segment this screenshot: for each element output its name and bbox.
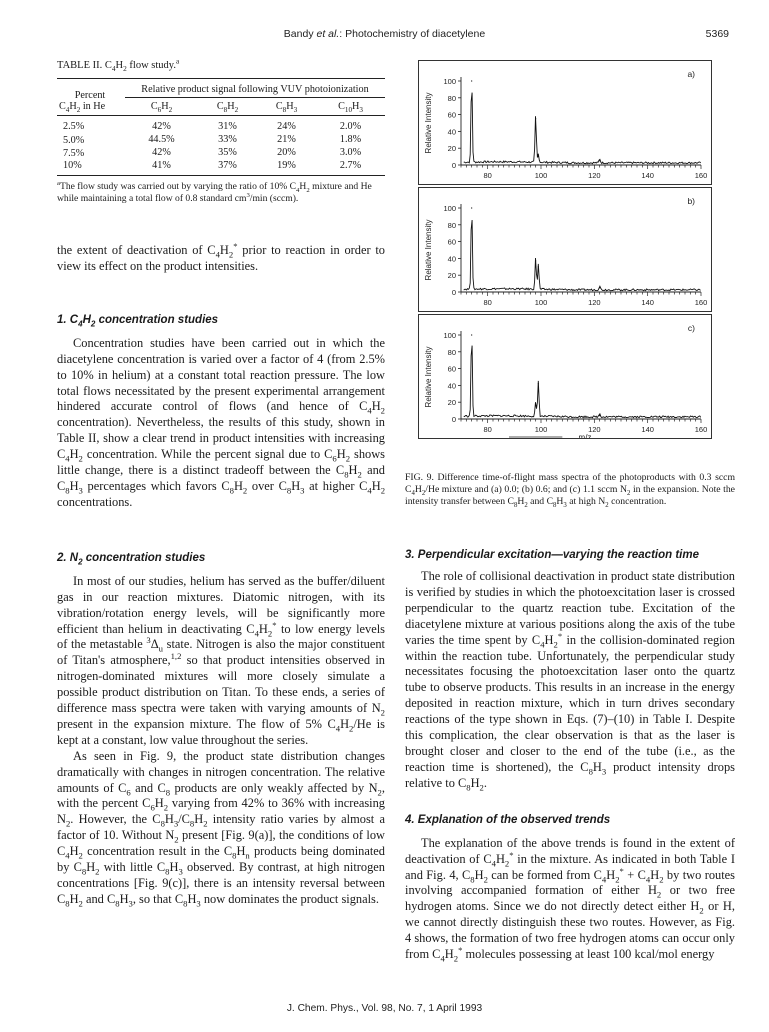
table-cell: 20% [277, 147, 296, 158]
table-cell: 19% [277, 160, 296, 171]
table-footnote: $^a$The flow study was carried out by varying the ratio of 10% $C_4H_2$ mixture and He while maintaining a total flow of 0.8 standard $cm^3/\min$ (sccm). [57, 179, 372, 204]
group-header: Relative product signal following VUV photoionization [141, 84, 369, 95]
table-cell: 31% [218, 121, 237, 132]
y-axis-label: Relative Intensity [424, 346, 433, 408]
y-tick-label: 20 [447, 271, 456, 281]
panel-label: a) [687, 69, 695, 79]
col-header: $C_6H_2$ [125, 98, 198, 116]
spectrum-peak [599, 287, 600, 288]
page-footer: J. Chem. Phys., Vol. 98, No. 7, 1 April 1993 [286, 1003, 483, 1014]
y-tick-label: 20 [447, 144, 456, 154]
y-tick-label: 60 [447, 237, 456, 247]
table-cell: 37% [218, 160, 237, 171]
spectrum-peak [599, 160, 600, 161]
spectrum-peak [538, 383, 539, 384]
table-cell: 24% [277, 121, 296, 132]
table-caption: TABLE II. $C_4H_2$ flow study.$^a$ [57, 56, 180, 74]
section-4-paragraph: The explanation of the above trends is found in the extent of deactivation of $C_4H_2^*$ in the mixture. As indicated in both Table I and Fig. 4, $C_8H_2$ can be formed from $C_4H_2^* + C_4H_2$ by two routes involving accompanied formation of either $H_2$ or two free hydrogen atoms. Since we do not directly detect either $H_2$ or H, we cannot directly distinguish these two routes. However, as Fig. 4 shows, the formation of two free hydrogen atoms can occur only from $C_4H_2^*$ molecules possessing at least 100 kcal/mol energy [405, 835, 735, 964]
y-tick-label: 60 [447, 364, 456, 374]
y-tick-label: 100 [443, 77, 456, 86]
section-3-title: 3. Perpendicular excitation—varying the reaction time [405, 549, 699, 561]
spectrum-trace [464, 220, 701, 291]
x-tick-label: 80 [483, 171, 492, 180]
x-tick-label: 80 [483, 425, 492, 434]
table-cell-percent: 10% [63, 160, 82, 171]
y-tick-label: 80 [447, 347, 456, 357]
table-row [57, 159, 385, 176]
table-cell: 2.7% [339, 160, 362, 171]
x-tick-label: 140 [641, 425, 654, 434]
row-header: Percent $C_4H_2$ in He [57, 79, 125, 116]
table-row [57, 116, 385, 134]
x-tick-label: 100 [534, 171, 548, 180]
table-cell-percent: 5.0% [63, 134, 85, 146]
spectrum-b [419, 188, 711, 311]
col-header: $C_8H_3$ [257, 98, 316, 116]
section-1-paragraph: Concentration studies have been carried out in which the diacetylene concentration is varied over a factor of 4 (from 2.5% to 10% in helium) at a constant total reaction pressure. The low total flows necessitated by the present experimental arrangement hindered accurate control of flows (and hence of $C_4H_2$ concentration). Nevertheless, the results of this study, shown in Table II, show a clear trend in product intensities with increasing $C_4H_2$ concentration. While the percent signal due to $C_6H_2$ shows little change, there is a distinct tradeoff between the $C_8H_2$ and $C_8H_3$ percentages which favors $C_8H_2$ over $C_8H_3$ at higher $C_4H_2$ concentrations. [57, 335, 386, 509]
y-tick-label: 100 [443, 204, 456, 213]
table-cell: 35% [218, 147, 237, 158]
spectrum-peak [599, 415, 600, 416]
y-tick-label: 40 [447, 127, 456, 137]
table-cell: 21% [277, 134, 296, 145]
spectrum-trace [464, 93, 701, 164]
spectrum-trace [464, 346, 701, 418]
table-cell-percent: 2.5% [63, 121, 85, 132]
x-axis-label: m/z [578, 433, 592, 438]
section-1-title: 1. $C_4H_2$ concentration studies [57, 313, 219, 329]
y-axis-label: Relative Intensity [424, 92, 433, 154]
x-tick-label: 100 [534, 425, 548, 434]
header-title: : Photochemistry of diacetylene [339, 28, 486, 40]
section-2-title: 2. $N_2$ concentration studies [57, 551, 206, 567]
table-row [57, 146, 385, 159]
x-tick-label: 160 [694, 425, 708, 434]
x-tick-label: 120 [588, 298, 601, 307]
spectrum-peak [535, 260, 536, 261]
table-cell: 41% [152, 160, 171, 171]
spectrum-a [419, 61, 711, 184]
spectrum-c [419, 315, 711, 438]
y-tick-label: 0 [451, 288, 456, 297]
table-cell: 2.0% [339, 121, 362, 132]
figure-panel-a [418, 60, 712, 185]
spectrum-peak [538, 156, 539, 157]
col-header: $C_8H_2$ [198, 98, 257, 116]
y-tick-label: 100 [443, 331, 456, 340]
left-column [57, 56, 386, 909]
spectrum-peak [535, 405, 536, 406]
right-column [405, 549, 735, 963]
section-4-title: 4. Explanation of the observed trends [405, 813, 611, 826]
row-header-line2: $C_4H_2$ in He [59, 101, 106, 115]
running-head [0, 28, 769, 40]
flow-study-table [57, 78, 385, 176]
spectrum-peak [471, 207, 472, 208]
panel-label: b) [687, 196, 695, 206]
header-et-al: et al. [316, 28, 340, 40]
y-tick-label: 40 [447, 254, 456, 264]
x-tick-label: 120 [588, 171, 601, 180]
y-axis-label: Relative Intensity [424, 219, 433, 281]
spectrum-peak [471, 334, 472, 335]
x-tick-label: 160 [694, 298, 708, 307]
table-cell: 1.8% [339, 134, 362, 145]
table-cell: 44.5% [148, 134, 175, 145]
panel-label: c) [687, 323, 695, 333]
table-cell: 33% [218, 134, 237, 145]
intro-paragraph: the extent of deactivation of $C_4H_2^*$ prior to reaction in order to view its effect on the product intensities. [57, 240, 385, 273]
figure-panel-c [418, 314, 712, 439]
table-cell: 42% [152, 121, 171, 132]
figure-9 [418, 60, 712, 440]
spectrum-peak [538, 266, 539, 267]
page-number: 5369 [705, 28, 729, 40]
y-tick-label: 80 [447, 93, 456, 103]
figure-caption: FIG. 9. Difference time-of-flight mass spectra of the photoproducts with 0.3 sccm $C_4H_2/He$ mixture and (a) 0.0; (b) 0.6; and (c) 1.1 sccm $N_2$ in the expansion. Note the intensity transfer between $C_8H_2$ and $C_8H_3$ at high $N_2$ concentration. [405, 472, 735, 510]
spectrum-peak [471, 80, 472, 81]
y-tick-label: 0 [451, 415, 456, 424]
y-tick-label: 40 [447, 381, 456, 391]
x-tick-label: 80 [483, 298, 492, 307]
section-2-paragraph-2: As seen in Fig. 9, the product state distribution changes dramatically with changes in nitrogen concentration. The relative amounts of $C_6$ and $C_8$ products are only weakly affected by $N_2$, with the percent $C_6H_2$ varying from 42% to 36% with increasing $N_2$. However, the $C_8H_3/C_8H_2$ intensity ratio varies by almost a factor of 10. Without $N_2$ present [Fig. 9(a)], the conditions of low $C_4H_2$ concentration result in the $C_8H_n$ products being dominated by $C_8H_2$ with little $C_8H_3$ observed. By contrast, at high nitrogen concentrations [Fig. 9(c)], there is an intensity reversal between $C_8H_2$ and $C_8H_3$, so that $C_8H_3$ now dominates the product signals. [57, 748, 385, 909]
spectrum-peak [535, 118, 536, 119]
x-tick-label: 140 [641, 298, 654, 307]
y-tick-label: 80 [447, 220, 456, 230]
x-tick-label: 140 [641, 171, 654, 180]
table-row [57, 133, 385, 146]
y-tick-label: 60 [447, 110, 456, 120]
y-tick-label: 20 [447, 398, 456, 408]
col-header: $C_{10}H_3$ [316, 98, 385, 116]
y-tick-label: 0 [451, 161, 456, 170]
table-cell: 42% [152, 147, 171, 158]
x-tick-label: 100 [534, 298, 548, 307]
header-authors: Bandy [283, 28, 314, 40]
section-2-paragraph-1: In most of our studies, helium has served as the buffer/diluent gas in our reaction mixtures. Diatomic nitrogen, with its vibration/rotation energy levels, will be significantly more efficient than helium in deactivating $C_4H_2^*$ to low energy levels of the metastable $^3\Delta_u$ state. Nitrogen is also the major constituent of Titan's atmosphere,$^{1,2}$ so that product intensities observed in nitrogen-dominated mixtures will more closely simulate a possible product distribution on Titan. To these ends, a series of difference mass spectra were taken with varying amounts of $N_2$ present in the expansion mixture. The flow of 5% $C_4H_2/He$ is kept at a constant, low value throughout the series. [57, 573, 385, 747]
x-tick-label: 160 [694, 171, 708, 180]
figure-panel-b [418, 187, 712, 312]
x-tick-label: 120 [588, 425, 601, 434]
table-cell-percent: 7.5% [63, 147, 85, 159]
table-cell: 3.0% [339, 147, 362, 158]
section-3-paragraph: The role of collisional deactivation in product state distribution is verified by studies in which the photoexcitation laser is crossed perpendicular to the quartz reaction tube. Excitation of the diacetylene mixture at various positions along the axis of the tube varies the time spent by $C_4H_2^*$ in the collision-dominated region within the reaction tube. Unfortunately, the perpendicular study necessitates focusing the photoexcitation laser onto the quartz tube to observe products. This results in an increase in the energy deposited in reaction mixture, which in turn drives secondary reactions of the type shown in Eqs. (7)–(10) in Table I. Despite this complication, the clear observation is that as the laser is brought closer and closer to the end of the tube (i.e., as the reaction time is shortened), the $C_8H_3$ product intensity drops relative to $C_8H_2$. [405, 569, 735, 793]
